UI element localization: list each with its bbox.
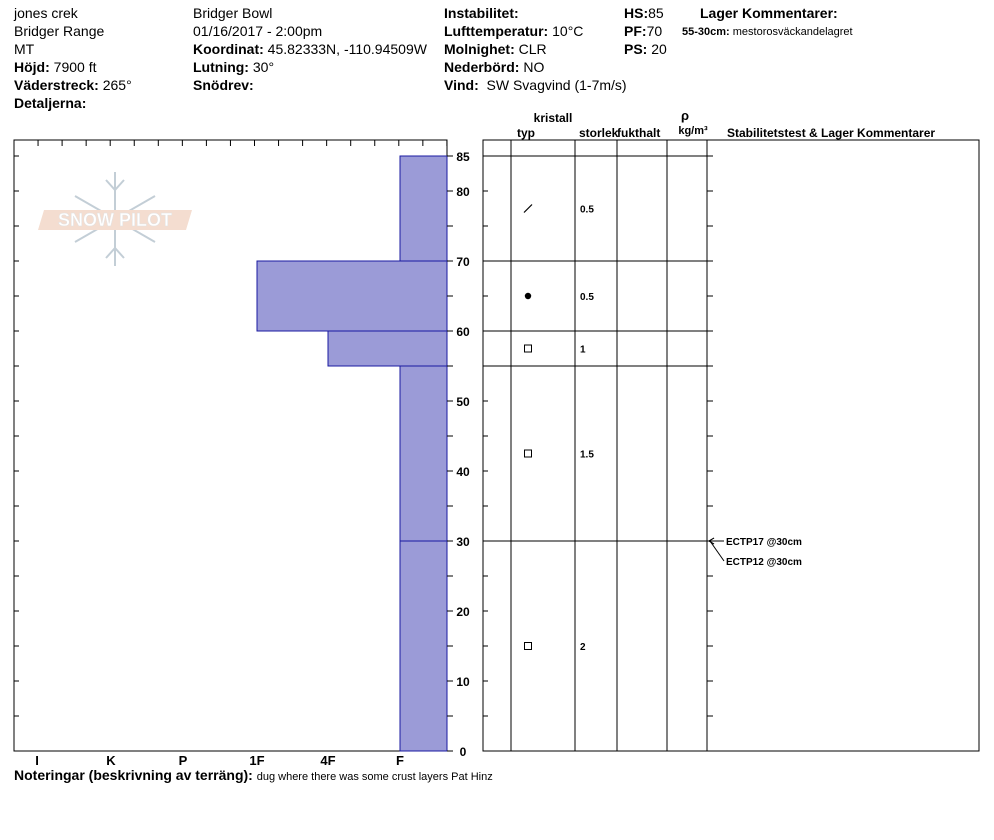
airtemp-label: Lufttemperatur: [444,23,549,39]
test-arrow-line [710,541,724,561]
elevation-value: 7900 ft [53,59,97,75]
snowpilot-logo [38,172,192,266]
wind-value: SW Svagvind (1-7m/s) [486,77,627,93]
slope-value: 30° [252,59,275,75]
precip-value: NO [523,59,545,75]
layer-table-frame [483,140,979,751]
grain-size-label: 2 [580,642,586,653]
hardness-label: I [35,753,39,768]
hardness-bar [257,261,447,331]
coord-label: Koordinat: [193,41,264,57]
grain-square-icon [525,643,532,650]
col-moisture-header: fukthalt [617,126,661,140]
hardness-label: F [396,753,404,768]
depth-label: 20 [456,605,470,619]
test-label: ECTP17 @30cm [726,537,802,548]
depth-label: 10 [456,675,470,689]
aspect-label: Väderstreck: [14,77,99,93]
instability-label: Instabilitet: [444,5,519,21]
hardness-bars [257,156,447,751]
hardness-bar [400,541,447,751]
ps-value: 20 [651,41,667,57]
grain-square-icon [525,450,532,457]
hardness-bar [400,366,447,541]
details-label: Detaljerna: [14,95,87,111]
depth-axis-labels [456,150,470,759]
stability-tests [709,537,802,568]
depth-label: 0 [459,745,467,759]
col-size-header: storlek [579,126,619,140]
pf-label: PF: [624,23,647,39]
hardness-label: P [178,753,188,768]
hardness-label: K [106,753,116,768]
depth-label: 30 [456,535,470,549]
depth-label: 40 [456,465,470,479]
hardness-frame [14,140,447,751]
hardness-label: 4F [320,753,336,768]
hardness-bar [400,156,447,261]
datetime: 01/16/2017 - 2:00pm [193,23,323,39]
hardness-bar [328,331,447,366]
depth-label: 80 [456,185,470,199]
hardness-label: 1F [249,753,265,768]
clouds-value: CLR [518,41,547,57]
grain-slash-icon [524,205,532,213]
state-name: MT [14,41,35,57]
depth-label: 70 [456,255,470,269]
aspect-value: 265° [102,77,132,93]
grain-dot-icon [525,293,531,299]
col-type-header: typ [517,126,535,140]
clouds-label: Molnighet: [444,41,515,57]
hs-label: HS: [624,5,649,21]
grain-size-label: 0.5 [580,292,594,303]
col-rho-header: ρ [680,108,690,123]
elevation-label: Höjd: [14,59,50,75]
notes-label: Noteringar (beskrivning av terräng): [14,767,253,783]
hs-value: 85 [648,5,664,21]
hardness-axis-labels [35,753,404,768]
grain-square-icon [525,345,532,352]
grain-column [524,205,594,654]
depth-label: 85 [456,150,470,164]
area-name: Bridger Bowl [193,5,273,21]
depth-label: 60 [456,325,470,339]
logo-text: SNOW PILOT [58,210,172,230]
col-crystal-header: kristall [533,111,573,125]
layer-comment-depth: 55-30cm: [682,26,730,38]
pf-value: 70 [646,23,663,39]
range-name: Bridger Range [14,23,105,39]
layer-table-lines [483,140,707,751]
slope-label: Lutning: [193,59,249,75]
grain-size-label: 1 [580,344,586,356]
col-density-unit: kg/m³ [678,125,708,137]
test-label: ECTP12 @30cm [726,557,802,568]
ps-label: PS: [624,41,648,57]
location-name: jones crek [14,5,78,21]
layer-comments-label: Lager Kommentarer: [700,5,838,21]
wind-label: Vind: [444,77,479,93]
depth-label: 50 [456,395,470,409]
airtemp-value: 10°C [552,23,584,39]
coord-value: 45.82333N, -110.94509W [267,41,427,57]
grain-size-label: 1.5 [580,449,594,461]
layer-comment-text: mestorosväckandelagret [732,26,853,38]
col-stability-header: Stabilitetstest & Lager Kommentarer [727,126,936,140]
grain-size-label: 0.5 [580,204,594,216]
depth-ticks [14,140,713,751]
notes-row [14,767,493,783]
drift-label: Snödrev: [193,77,254,93]
notes-text: dug where there was some crust layers Pat Hinz [256,771,493,783]
precip-label: Nederbörd: [444,59,520,75]
